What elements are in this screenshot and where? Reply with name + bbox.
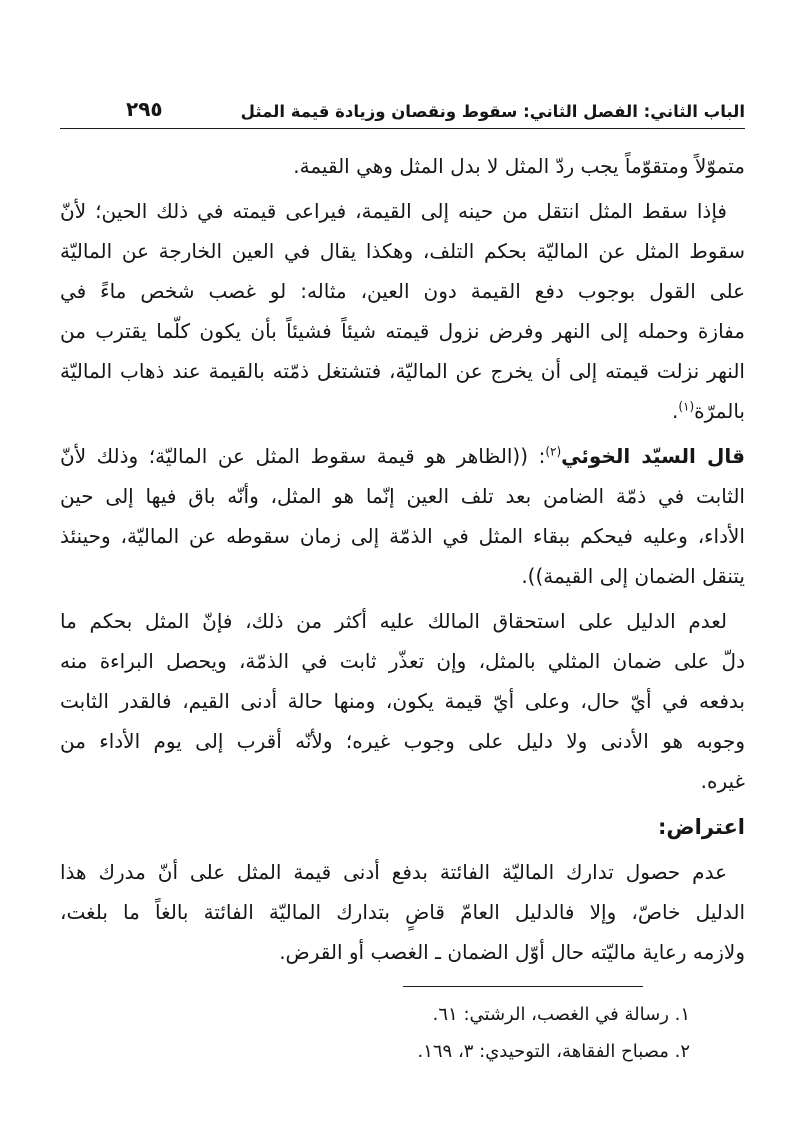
- text-line: [60, 436, 745, 476]
- paragraph-argument: [60, 601, 745, 801]
- paragraph-continuation: [60, 146, 745, 186]
- text-line: الدليل خاصّ، وإلا فالدليل العامّ قاضٍ بتدارك الماليّة الفائتة بالغاً ما بلغت،: [60, 900, 745, 924]
- text-line: الثابت في ذمّة الضامن بعد تلف العين إنّما هو المثل، وأنّه باق فيها إلى حين: [60, 484, 745, 508]
- text-line: بدفعه في أيّ حال، وعلى أيّ قيمة يكون، ومنها حالة أدنى القيم، فالقدر الثابت: [60, 689, 745, 713]
- footnotes-block: [60, 986, 745, 1070]
- text-line: دلّ على ضمان المثلي بالمثل، وإن تعذّر ثابت في الذمّة، ويحصل البراءة منه: [60, 649, 745, 673]
- speaker-name: قال السيّد الخوئي: [561, 444, 745, 468]
- text-line: النهر نزلت قيمته إلى أن يخرج عن الماليّة، فتشتغل ذمّته بالقيمة عند ذهاب الماليّة: [60, 359, 745, 383]
- footnote-ref-1: (١): [678, 399, 695, 414]
- text-segment: :: [528, 444, 546, 468]
- text-line: ولازمه رعاية ماليّته حال أوّل الضمان ـ الغصب أو القرض.: [279, 940, 745, 964]
- text-line: الأداء، وعليه فيحكم ببقاء المثل في الذمّة إلى زمان سقوطه عن الماليّة، وحينئذ: [60, 524, 745, 548]
- page-header: [60, 0, 745, 129]
- text-line: سقوط المثل عن الماليّة بحكم التلف، وهكذا يقال في العين الخارجة عن الماليّة: [60, 239, 745, 263]
- page-body: [60, 146, 745, 972]
- text-line: [60, 391, 745, 431]
- paragraph-faida: [60, 191, 745, 431]
- text-segment: بالمرّة: [694, 399, 745, 423]
- text-line: فإذا سقط المثل انتقل من حينه إلى القيمة، فيراعى قيمته في ذلك الحين؛ لأنّ: [60, 199, 727, 223]
- paragraph-quote-khoei: [60, 436, 745, 596]
- text-line: وجوبه هو الأدنى ولا دليل على وجوب غيره؛ ولأنّه أقرب إلى يوم الأداء من: [60, 729, 745, 753]
- text-line: على القول بوجوب دفع القيمة دون العين، مثاله: لو غصب شخص ماءً في: [60, 279, 745, 303]
- paragraph-objection: [60, 852, 745, 972]
- text-line: يتنقل الضمان إلى القيمة)).: [521, 564, 745, 588]
- text-line: غيره.: [700, 769, 745, 793]
- text-line: متموّلاً ومتقوّماً يجب ردّ المثل لا بدل المثل وهي القيمة.: [293, 154, 745, 178]
- text-line: لعدم الدليل على استحقاق المالك عليه أكثر من ذلك، فإنّ المثل بحكم ما: [60, 609, 727, 633]
- footnote-separator-rule: [403, 986, 643, 987]
- text-line: عدم حصول تدارك الماليّة الفائتة بدفع أدنى قيمة المثل على أنّ مدرك هذا: [60, 860, 727, 884]
- running-head-title: الباب الثاني: الفصل الثاني: سقوط ونقصان وزيادة قيمة المثل: [240, 102, 745, 121]
- quote-open-text: ((الظاهر هو قيمة سقوط المثل عن الماليّة؛ وذلك لأنّ: [60, 444, 529, 468]
- text-line: مفازة وحمله إلى النهر وفرض نزول قيمته شيئاً فشيئاً بأن يكون كلّما يقترب من: [60, 319, 745, 343]
- footnote-1: ١. رسالة في الغصب، الرشتي: ٦١.: [432, 1004, 690, 1025]
- footnote-2: ٢. مصباح الفقاهة، التوحيدي: ٣، ١٦٩.: [417, 1041, 690, 1062]
- text-segment: .: [671, 399, 679, 423]
- page-number: ٢٩٥: [126, 97, 163, 121]
- footnote-ref-2: (٢): [545, 444, 562, 459]
- section-heading-itiradh: اعتراض:: [657, 815, 745, 839]
